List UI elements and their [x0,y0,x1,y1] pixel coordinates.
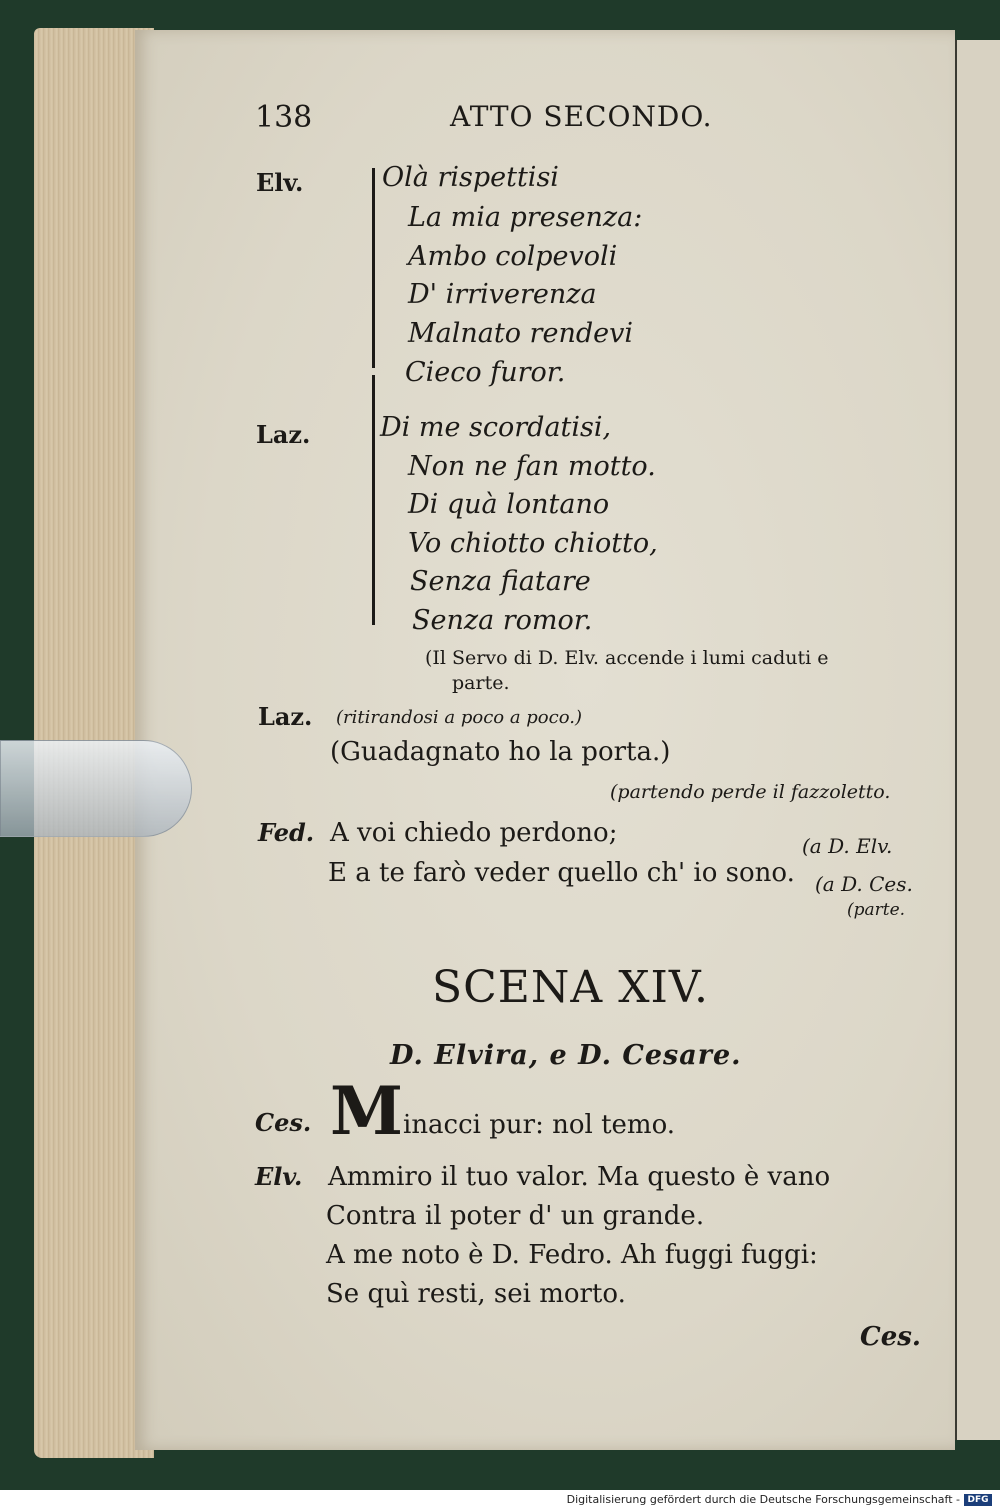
verse-line: Ambo colpevoli [408,241,618,272]
verse-line: Non ne fan motto. [408,451,656,482]
scene-characters: D. Elvira, e D. Cesare. [390,1040,742,1071]
drop-capital: M [330,1072,404,1150]
stage-direction: parte. [452,672,510,694]
speaker-fed: Fed. [258,818,315,847]
running-title: ATTO SECONDO. [450,100,713,133]
dialogue-line: Se quì resti, sei morto. [326,1279,626,1309]
speaker-laz: Laz. [256,420,311,449]
dialogue-line: Contra il poter d' un grande. [326,1201,705,1231]
brace-laz [372,375,375,625]
stage-direction: (a D. Ces. [815,872,913,896]
dialogue-line: E a te farò veder quello ch' io sono. [328,858,795,888]
verse-line: Senza fiatare [410,566,591,597]
speaker-laz: Laz. [258,702,313,731]
verse-line: Di me scordatisi, [380,412,612,443]
dialogue-line: A me noto è D. Fedro. Ah fuggi fuggi: [326,1240,818,1270]
stage-direction: (parte. [847,900,906,920]
dialogue-line: Ammiro il tuo valor. Ma questo è vano [328,1162,831,1192]
dialogue-line: (Guadagnato ho la porta.) [330,737,671,767]
stage-direction: (ritirandosi a poco a poco.) [336,707,582,728]
verse-line: Cieco furor. [405,357,566,388]
verse-line: Senza romor. [412,605,593,636]
speaker-elv: Elv. [256,168,304,197]
verse-line: La mia presenza: [408,202,643,233]
verse-line: Olà rispettisi [382,162,559,193]
scene-heading: SCENA XIV. [432,962,709,1013]
verse-line: Di quà lontano [408,489,610,520]
speaker-elv: Elv. [255,1162,303,1191]
dfg-logo: DFG [964,1494,992,1506]
facing-page-edge [955,40,1000,1440]
verse-line: Malnato rendevi [408,318,633,349]
stage-direction: (a D. Elv. [802,834,893,858]
brace-elv [372,168,375,368]
speaker-ces: Ces. [255,1108,312,1137]
page-number: 138 [255,100,313,135]
verse-line: D' irriverenza [408,279,597,310]
verse-line: Vo chiotto chiotto, [408,528,658,559]
dialogue-line: inacci pur: nol temo. [403,1110,676,1140]
dialogue-line: A voi chiedo perdono; [330,818,618,848]
page-clip [0,740,192,837]
stage-direction: (partendo perde il fazzoletto. [610,781,891,803]
catchword: Ces. [860,1322,921,1352]
stage-direction: (Il Servo di D. Elv. accende i lumi caduti e [425,647,829,669]
funding-credit: Digitalisierung gefördert durch die Deutsche Forschungsgemeinschaft - [566,1493,960,1506]
